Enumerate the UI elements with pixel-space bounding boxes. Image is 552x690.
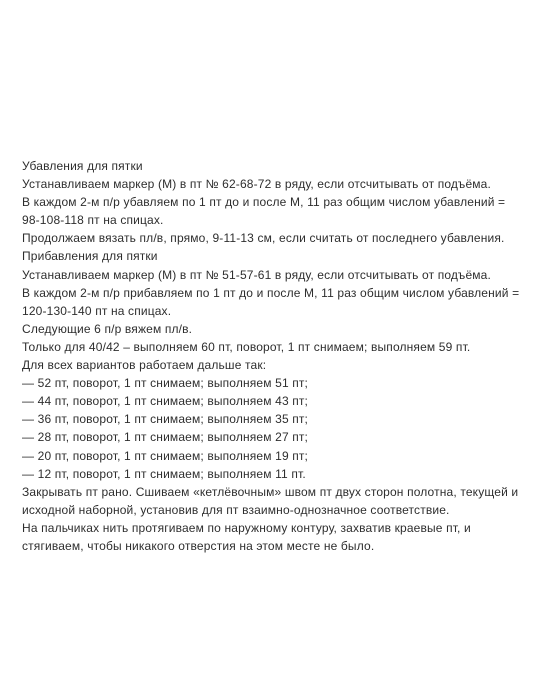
- heel-increases-title: Прибавления для пятки: [22, 249, 158, 264]
- step-item: — 28 пт, поворот, 1 пт снимаем; выполняем 27 пт;: [22, 430, 309, 445]
- paragraph: На пальчиках нить протягиваем по наружному контуру, захватив краевые пт, и стягиваем, чтобы никакого отверстия на этом месте не было.: [22, 520, 471, 553]
- paragraph: Устанавливаем маркер (М) в пт № 51-57-61 в ряду, если отсчитывать от подъёма.: [22, 267, 491, 282]
- step-item: — 12 пт, поворот, 1 пт снимаем; выполняем 11 пт.: [22, 466, 306, 481]
- paragraph: Следующие 6 п/р вяжем пл/в.: [22, 321, 193, 336]
- paragraph: Продолжаем вязать пл/в, прямо, 9-11-13 см, если считать от последнего убавления.: [22, 231, 505, 246]
- paragraph: В каждом 2-м п/р убавляем по 1 пт до и после М, 11 раз общим числом убавлений = 98-108-118 пт на спицах.: [22, 195, 506, 228]
- paragraph: В каждом 2-м п/р прибавляем по 1 пт до и после М, 11 раз общим числом убавлений = 120-130-140 пт на спицах.: [22, 285, 520, 318]
- paragraph: Для всех вариантов работаем дальше так:: [22, 358, 267, 373]
- paragraph: Закрывать пт рано. Сшиваем «кетлёвочным» швом пт двух сторон полотна, текущей и исходной наборной, установив для пт взаимно-однозначное соответствие.: [22, 484, 519, 517]
- heel-decreases-title: Убавления для пятки: [22, 159, 143, 173]
- step-item: — 36 пт, поворот, 1 пт снимаем; выполняем 35 пт;: [22, 412, 309, 427]
- step-item: — 44 пт, поворот, 1 пт снимаем; выполняем 43 пт;: [22, 394, 309, 409]
- step-item: — 20 пт, поворот, 1 пт снимаем; выполняем 19 пт;: [22, 448, 309, 463]
- step-item: — 52 пт, поворот, 1 пт снимаем; выполняем 51 пт;: [22, 376, 309, 391]
- instruction-text: [22, 157, 522, 555]
- paragraph: Устанавливаем маркер (М) в пт № 62-68-72 в ряду, если отсчитывать от подъёма.: [22, 177, 491, 192]
- paragraph: Только для 40/42 – выполняем 60 пт, поворот, 1 пт снимаем; выполняем 59 пт.: [22, 339, 471, 354]
